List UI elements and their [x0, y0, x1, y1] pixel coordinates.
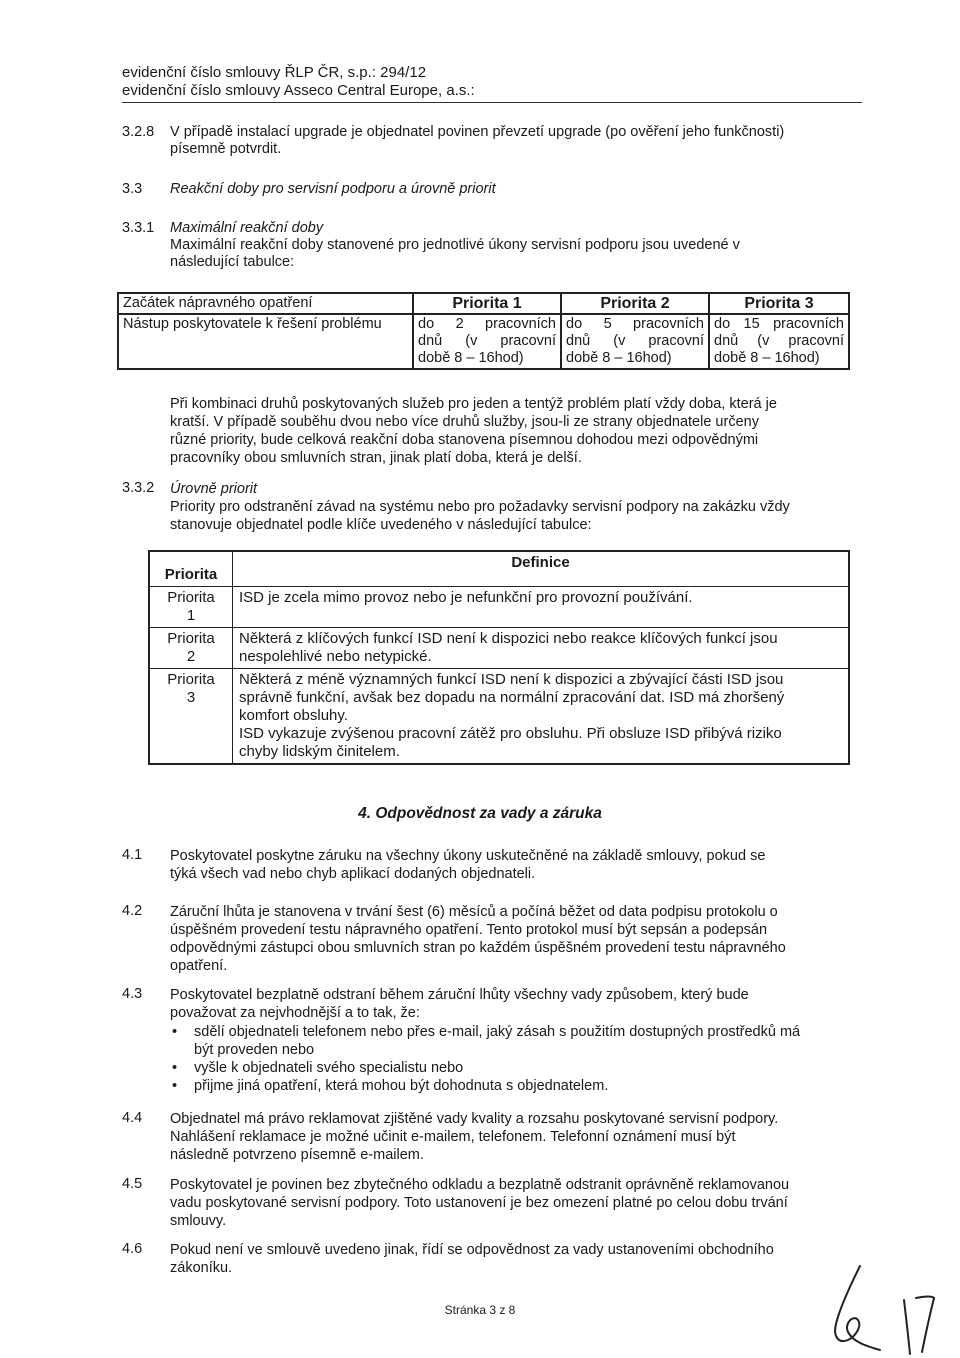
- definition-line: komfort obsluhy.: [239, 707, 348, 724]
- s331-line-1: Maximální reakční doby stanovené pro jednotlivé úkony servisní podporu jsou uvedené v: [170, 237, 740, 253]
- section-4-5-number: 4.5: [122, 1176, 143, 1192]
- definition-line: ISD vykazuje zvýšenou pracovní zátěž pro obsluhu. Při obsluze ISD přibývá riziko: [239, 725, 782, 742]
- priority-label: Priorita: [167, 589, 215, 606]
- s332-line-2: stanovuje objednatel podle klíče uvedeného v následující tabulce:: [170, 517, 592, 533]
- s332-title: Úrovně priorit: [170, 481, 258, 497]
- paragraph-line: Pokud není ve smlouvě uvedeno jinak, řídí se odpovědnost za vady ustanoveními obchodního: [170, 1242, 774, 1258]
- cell-line: dnů (v pracovní: [418, 333, 556, 349]
- priority-number: 3: [186, 689, 196, 706]
- paragraph-line: Poskytovatel bezplatně odstraní během záruční lhůty všechny vady způsobem, který bude: [170, 987, 749, 1003]
- bullet-line: • vyšle k objednateli svého specialistu nebo: [194, 1060, 464, 1076]
- document-header: [122, 64, 475, 100]
- definition-line: nespolehlivé nebo netypické.: [239, 648, 432, 665]
- section-4-3-bullets: [172, 1023, 862, 1095]
- header-cell-start: Začátek nápravného opatření: [118, 293, 413, 314]
- header-line-2: evidenční číslo smlouvy Asseco Central Europe, a.s.:: [122, 82, 475, 99]
- paragraph-line: považovat za nejvhodnější a to tak, že:: [170, 1005, 420, 1021]
- priority-number: 2: [186, 648, 196, 665]
- definition-cell: [233, 628, 850, 669]
- cell-line: dnů (v pracovní: [566, 333, 704, 349]
- combination-paragraph: [170, 395, 862, 467]
- section-4-5-text: [170, 1176, 862, 1230]
- section-4-title: 4. Odpovědnost za vady a záruka: [358, 805, 602, 822]
- paragraph-line: pracovníky obou smluvních stran, jinak platí doba, která je delší.: [170, 450, 582, 466]
- table-row: [149, 587, 849, 628]
- priority-cell: [149, 587, 233, 628]
- definition-line: správně funkční, avšak bez dopadu na normální zpracování dat. ISD má zhoršený: [239, 689, 785, 706]
- paragraph-line: smlouvy.: [170, 1213, 227, 1229]
- cell-line: do 2 pracovních: [418, 316, 556, 332]
- handwritten-initials-signature: [822, 1262, 942, 1357]
- cell-line: do 5 pracovních: [566, 316, 704, 332]
- header-cell-definition: Definice: [233, 551, 850, 587]
- section-3-2-8-number: 3.2.8: [122, 124, 155, 140]
- list-item: [172, 1059, 862, 1077]
- definition-cell: [233, 669, 850, 765]
- table-row: [118, 314, 849, 369]
- table-header-row: [118, 293, 849, 314]
- section-4-4-text: [170, 1110, 862, 1164]
- list-item: [172, 1077, 862, 1095]
- priority-number: 1: [186, 607, 196, 624]
- section-3-3-number: 3.3: [122, 181, 143, 197]
- header-cell-priority: Priorita: [149, 551, 233, 587]
- s332-line-1: Priority pro odstranění závad na systému nebo pro požadavky servisní podpory na zakázku vždy: [170, 499, 790, 515]
- definition-line: Některá z klíčových funkcí ISD není k dispozici nebo reakce klíčových funkcí jsou: [239, 630, 778, 647]
- paragraph-line: následně potvrzeno písemně e-mailem.: [170, 1147, 424, 1163]
- header-divider: [122, 102, 862, 103]
- reaction-times-table: [117, 292, 850, 370]
- paragraph-line: úspěšném provedení testu nápravného opatření. Tento protokol musí být sepsán a podepsán: [170, 922, 768, 938]
- paragraph-line: Záruční lhůta je stanovena v trvání šest (6) měsíců a počíná běžet od data podpisu protokolu o: [170, 904, 778, 920]
- section-3-3-1-number: 3.3.1: [122, 220, 155, 236]
- section-4-6-text: [170, 1241, 862, 1277]
- paragraph-line: Nahlášení reklamace je možné učinit e-mailem, telefonem. Telefonní oznámení musí být: [170, 1129, 736, 1145]
- definition-line: ISD je zcela mimo provoz nebo je nefunkční pro provozní používání.: [239, 589, 693, 606]
- paragraph-line: vadu poskytované servisní podpory. Toto ustanovení je bez omezení platné po celou dobu trvání: [170, 1195, 788, 1211]
- section-4-1-text: [170, 847, 862, 883]
- cell-priority-2: [561, 314, 709, 369]
- table-row: [149, 669, 849, 765]
- section-4-1-number: 4.1: [122, 847, 143, 863]
- bullet-line: • sdělí objednateli telefonem nebo přes e-mail, jaký zásah s použitím dostupných prostředků má: [194, 1024, 801, 1040]
- priority-cell: [149, 628, 233, 669]
- list-item: [172, 1023, 862, 1059]
- paragraph-line: odpovědnými zástupci obou smluvních stran po každém úspěšném provedení testu nápravného: [170, 940, 786, 956]
- bullet-line: • přijme jiná opatření, která mohou být dohodnuta s objednatelem.: [194, 1078, 609, 1094]
- section-3-3-1-block: [170, 220, 862, 271]
- paragraph-line: Poskytovatel poskytne záruku na všechny úkony uskutečněné na základě smlouvy, pokud se: [170, 848, 766, 864]
- paragraph-line: Při kombinaci druhů poskytovaných služeb pro jeden a tentýž problém platí vždy doba, která je: [170, 396, 777, 412]
- s331-line-2: následující tabulce:: [170, 254, 295, 270]
- header-cell-priority-3: Priorita 3: [709, 293, 849, 314]
- priority-label: Priorita: [167, 630, 215, 647]
- section-3-3-2-number: 3.3.2: [122, 480, 155, 496]
- s328-line-2: písemně potvrdit.: [170, 141, 282, 157]
- header-cell-priority-1: Priorita 1: [413, 293, 561, 314]
- paragraph-line: kratší. V případě souběhu dvou nebo více druhů služby, jsou-li ze strany objednatele určeny: [170, 414, 759, 430]
- priority-label: Priorita: [167, 671, 215, 688]
- page-number-footer: Stránka 3 z 8: [444, 1303, 516, 1317]
- paragraph-line: různé priority, bude celková reakční doba stanovena písemnou dohodou mezi odpovědnými: [170, 432, 759, 448]
- cell-line: době 8 – 16hod): [566, 350, 672, 366]
- paragraph-line: zákoníku.: [170, 1260, 233, 1276]
- cell-line: do 15 pracovních: [714, 316, 844, 332]
- paragraph-line: opatření.: [170, 958, 228, 974]
- paragraph-line: týká všech vad nebo chyb aplikací dodaných objednateli.: [170, 866, 536, 882]
- definition-cell: [233, 587, 850, 628]
- s331-title: Maximální reakční doby: [170, 220, 324, 236]
- definition-line: chyby lidským činitelem.: [239, 743, 400, 760]
- priority-cell: [149, 669, 233, 765]
- section-3-3-2-block: [170, 480, 862, 534]
- section-3-2-8-text: [170, 124, 862, 158]
- section-4-6-number: 4.6: [122, 1241, 143, 1257]
- priority-levels-table: [148, 550, 850, 765]
- definition-line: Některá z méně významných funkcí ISD není k dispozici a zbývající části ISD jsou: [239, 671, 784, 688]
- section-4-3-text: [170, 986, 862, 1022]
- cell-line: době 8 – 16hod): [714, 350, 820, 366]
- section-4-4-number: 4.4: [122, 1110, 143, 1126]
- row-label: Nástup poskytovatele k řešení problému: [118, 314, 413, 369]
- cell-priority-1: [413, 314, 561, 369]
- table-header-row: [149, 551, 849, 587]
- s328-line-1: V případě instalací upgrade je objednatel povinen převzetí upgrade (po ověření jeho funkčnosti): [170, 124, 785, 140]
- section-4-2-text: [170, 903, 862, 975]
- paragraph-line: Poskytovatel je povinen bez zbytečného odkladu a bezplatně odstranit oprávněně reklamovanou: [170, 1177, 790, 1193]
- header-line-1: evidenční číslo smlouvy ŘLP ČR, s.p.: 294/12: [122, 64, 427, 81]
- section-4-3-number: 4.3: [122, 986, 143, 1002]
- header-cell-priority-2: Priorita 2: [561, 293, 709, 314]
- section-4-2-number: 4.2: [122, 903, 143, 919]
- bullet-line: být proveden nebo: [194, 1042, 315, 1058]
- table-row: [149, 628, 849, 669]
- paragraph-line: Objednatel má právo reklamovat zjištěné vady kvality a rozsahu poskytované servisní podpory.: [170, 1111, 779, 1127]
- section-3-3-title: Reakční doby pro servisní podporu a úrovně priorit: [170, 181, 496, 197]
- cell-priority-3: [709, 314, 849, 369]
- cell-line: dnů (v pracovní: [714, 333, 844, 349]
- cell-line: době 8 – 16hod): [418, 350, 524, 366]
